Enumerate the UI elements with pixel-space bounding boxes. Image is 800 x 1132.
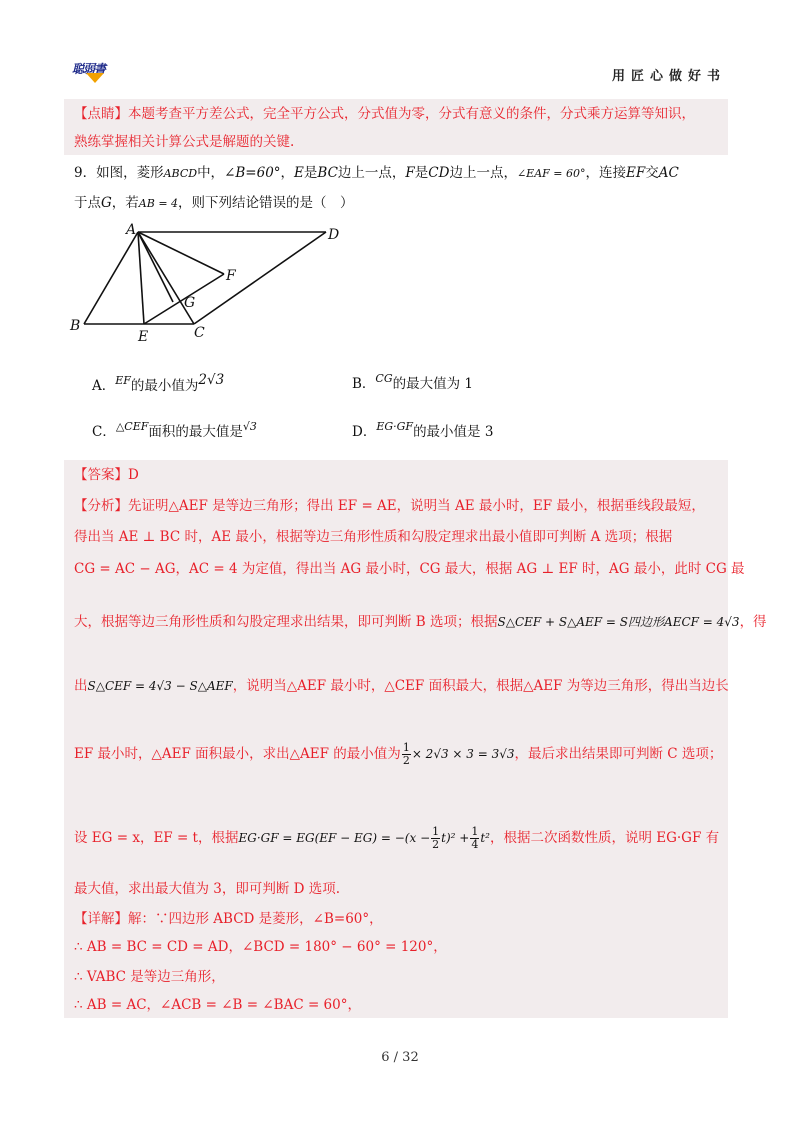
label-C: C [194,325,205,341]
segment-AE [138,232,144,324]
label-D: D [328,227,340,243]
option-b: B．$^{CG}$的最大值为 1 [352,372,474,392]
note-line-1: 【点睛】本题考查平方差公式，完全平方公式，分式值为零，分式有意义的条件，分式乘方运算等知识， [74,106,695,122]
analysis-line-7: 设 EG = x，EF = t，根据EG·GF = EG(EF − EG) = −(x − $\frac{1}{2}$ t)² + $\frac{1}{4}$ t²，根据二次函数性质，说明 EG·GF 有 [74,825,720,851]
analysis-line-1: 【分析】先证明△AEF 是等边三角形；得出 EF = AE，说明当 AE 最小时，EF 最小，根据垂线段最短， [74,498,705,514]
analysis-line-4: 大，根据等边三角形性质和勾股定理求出结果，即可判断 B 选项；根据S△CEF + S△AEF = S四边形AECF = 4√3，得 [74,614,767,630]
detail-line-2: ∴ AB = BC = CD = AD，∠BCD = 180° − 60° = 120°， [74,939,447,955]
detail-tag: 【详解】 [74,911,128,927]
logo-text: 聪弱書 [72,62,106,76]
analysis-line-5: 出S△CEF = 4√3 − S△AEF，说明当△AEF 最小时，△CEF 面积最大，根据△AEF 为等边三角形，得出当边长 [74,678,729,694]
side-DC [194,232,326,324]
label-B: B [70,318,81,334]
note-line-2: 熟练掌握相关计算公式是解题的关键. [74,134,295,150]
option-c: C．$^{\triangle CEF}$面积的最大值是$^{√3}$ [92,420,257,440]
label-A: A [126,222,137,238]
question-line-2: 于点G，若AB = 4，则下列结论错误的是（ ） [74,195,354,211]
logo-triangle-icon [86,73,104,83]
label-E: E [138,329,149,345]
analysis-tag: 【分析】 [74,498,128,514]
option-d: D．$^{EG\cdot GF}$的最小值是 3 [352,420,494,440]
answer-tag: 【答案】 [74,467,128,483]
analysis-line-2: 得出当 AE ⊥ BC 时，AE 最小，根据等边三角形性质和勾股定理求出最小值即可判断 A 选项；根据 [74,529,673,545]
note-tag: 【点睛】 [74,106,128,122]
analysis-line-6: EF 最小时，△AEF 面积最小，求出△AEF 的最小值为 $\frac{1}{2}$ × 2√3 × 3 = 3√3，最后求出结果即可判断 C 选项； [74,741,723,767]
analysis-line-3: CG = AC − AG，AC = 4 为定值，得出当 AG 最小时，CG 最大，根据 AG ⊥ EF 时，AG 最小，此时 CG 最 [74,561,745,577]
page-number: 6 / 32 [381,1050,419,1065]
answer-line [74,465,139,485]
header-slogan: 用匠心做好书 [611,69,726,84]
label-G: G [184,295,196,311]
publisher-logo [72,58,120,84]
segment-AG [138,232,173,302]
detail-line-3: ∴ VABC 是等边三角形， [74,969,225,985]
option-a: A．$^{EF}$的最小值为2√3 [92,372,225,394]
answer-value: D [128,467,139,483]
question-line-1: 9．如图，菱形ABCD中，∠B=60°，E是BC边上一点，F是CD边上一点，∠EAF = 60°，连接EF交AC [74,165,679,181]
rhombus-figure [66,220,346,345]
label-F: F [226,268,236,284]
detail-line-4: ∴ AB = AC，∠ACB = ∠B = ∠BAC = 60°， [74,997,361,1013]
analysis-line-8: 最大值，求出最大值为 3，即可判断 D 选项. [74,881,341,897]
detail-line-1: 【详解】解：∵四边形 ABCD 是菱形，∠B=60°， [74,911,383,927]
side-BA [84,232,138,324]
